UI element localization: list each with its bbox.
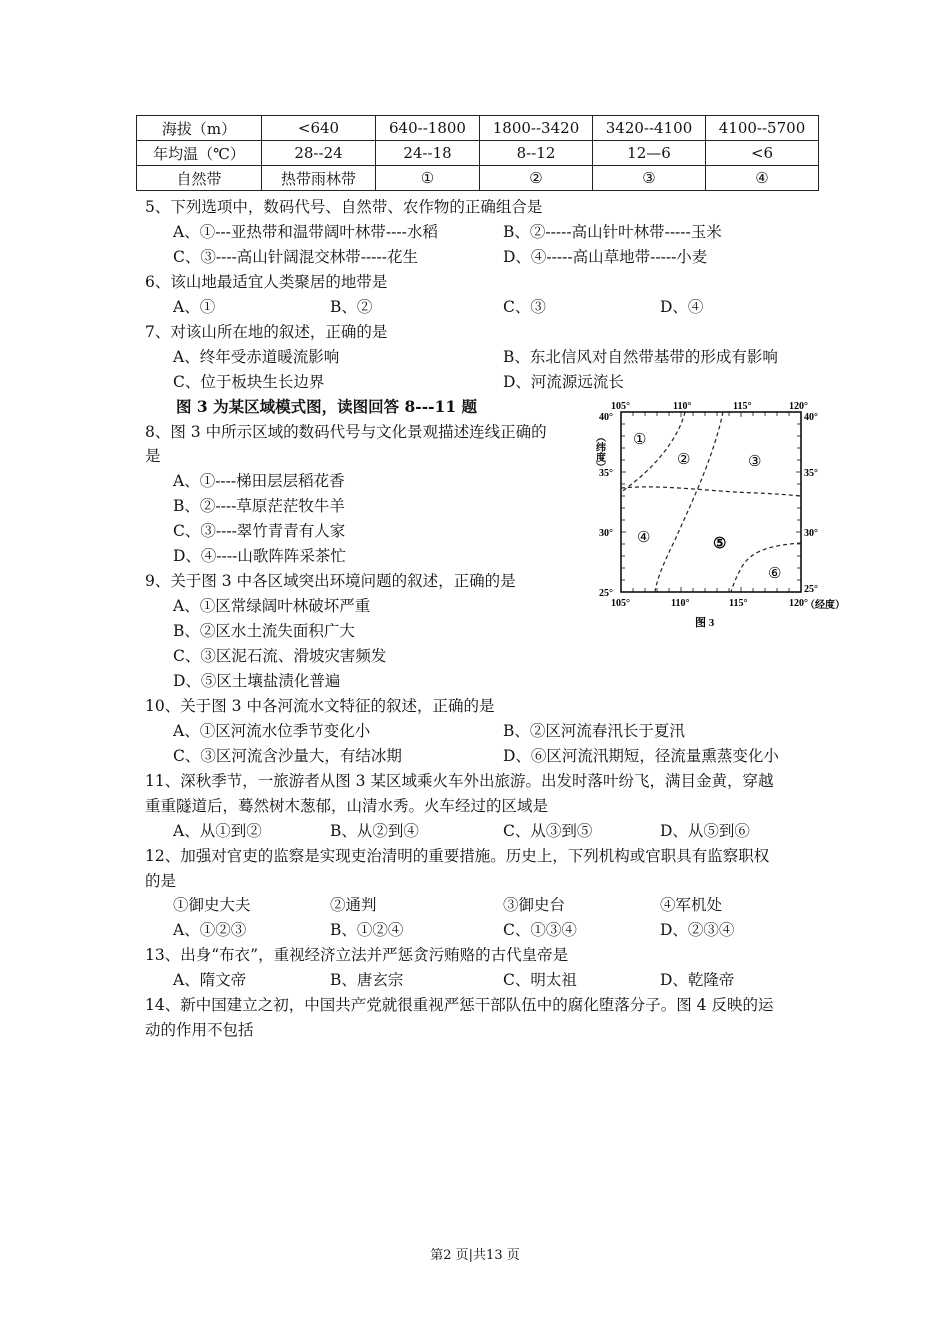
table-cell: ② (480, 166, 593, 191)
lon-label-bottom: 115° (729, 598, 748, 609)
lon-label-top: 105° (611, 401, 630, 412)
text-line: B、唐玄宗 (330, 971, 404, 989)
text-line: ②通判 (330, 896, 377, 914)
table-cell: 年均温（℃） (137, 141, 262, 166)
lat-label-left: 25° (599, 588, 613, 599)
text-line: 是 (145, 447, 161, 465)
text-line: 6、该山地最适宜人类聚居的地带是 (145, 273, 388, 291)
text-line: 图 3 为某区域模式图，读图回答 8---11 题 (176, 397, 478, 416)
text-line: 13、出身“布衣”，重视经济立法并严惩贪污贿赂的古代皇帝是 (145, 946, 569, 964)
text-line: D、④----山歌阵阵采茶忙 (173, 547, 346, 565)
table-cell: 热带雨林带 (262, 166, 376, 191)
text-line: A、①②③ (173, 921, 247, 939)
text-line: 重重隧道后，蓦然树木葱郁，山清水秀。火车经过的区域是 (145, 797, 549, 815)
lat-label-right: 30° (804, 528, 818, 539)
text-line: B、②区水土流失面积广大 (173, 622, 355, 640)
lon-axis-label: （经度） (805, 600, 845, 611)
text-line: 8、图 3 中所示区域的数码代号与文化景观描述连线正确的 (145, 423, 547, 441)
text-line: B、②区河流春汛长于夏汛 (503, 722, 685, 740)
text-line: A、①----梯田层层稻花香 (173, 472, 345, 490)
lat-axis-label: （纬度） (593, 432, 605, 472)
region-label: ② (677, 452, 691, 468)
text-line: A、①区常绿阔叶林破坏严重 (173, 597, 371, 615)
text-line: 12、加强对官吏的监察是实现吏治清明的重要措施。历史上，下列机构或官职具有监察职权 (145, 847, 770, 865)
lon-label-top: 120° (789, 401, 808, 412)
text-line: A、终年受赤道暖流影响 (173, 348, 340, 366)
region-label: ④ (637, 530, 651, 546)
text-line: 的是 (145, 872, 177, 890)
text-line: 11、深秋季节，一旅游者从图 3 某区域乘火车外出旅游。出发时落叶纷飞，满目金黄，穿越 (145, 772, 774, 790)
table-cell: 海拔（m） (137, 116, 262, 141)
table-cell: 28--24 (262, 141, 376, 166)
region-label: ③ (748, 454, 762, 470)
table-cell: ③ (593, 166, 706, 191)
text-line: A、①---亚热带和温带阔叶林带----水稻 (173, 223, 438, 241)
text-line: B、①②④ (330, 921, 404, 939)
table-row (137, 116, 819, 141)
text-line: C、③ (503, 298, 546, 316)
table-cell: 1800--3420 (480, 116, 593, 141)
lat-label-right: 40° (804, 412, 818, 423)
table-cell: ④ (706, 166, 819, 191)
text-line: ④军机处 (660, 896, 723, 914)
text-line: 10、关于图 3 中各河流水文特征的叙述，正确的是 (145, 697, 495, 715)
figure-caption: 图 3 (695, 617, 715, 629)
text-line: C、①③④ (503, 921, 577, 939)
text-line: C、③区泥石流、滑坡灾害频发 (173, 647, 387, 665)
page-footer: 第2 页|共13 页 (430, 1248, 520, 1263)
table-cell: 3420--4100 (593, 116, 706, 141)
region-label: ⑤ (713, 536, 727, 552)
text-line: C、③----高山针阔混交林带-----花生 (173, 248, 418, 266)
table-cell: 4100--5700 (706, 116, 819, 141)
lat-label-left: 40° (599, 412, 613, 423)
lat-label-left: 35° (599, 468, 613, 479)
text-line: ③御史台 (503, 896, 566, 914)
lon-label-bottom: 110° (671, 598, 690, 609)
table-cell: ① (376, 166, 480, 191)
text-line: D、④-----高山草地带-----小麦 (503, 248, 708, 266)
text-line: C、明太祖 (503, 971, 577, 989)
text-line: D、②③④ (660, 921, 735, 939)
lon-label-bottom: 105° (611, 598, 630, 609)
region-boundaries (621, 412, 801, 592)
text-line: B、②-----高山针叶林带-----玉米 (503, 223, 722, 241)
lon-label-top: 110° (673, 401, 692, 412)
table-row (137, 166, 819, 191)
map-ticks (621, 412, 801, 592)
text-line: C、③区河流含沙量大，有结冰期 (173, 747, 402, 765)
table-cell: 自然带 (137, 166, 262, 191)
lat-label-right: 25° (804, 584, 818, 595)
text-line: A、① (173, 298, 216, 316)
text-line: A、隋文帝 (173, 971, 247, 989)
text-line: C、位于板块生长边界 (173, 373, 325, 391)
table-row (137, 141, 819, 166)
text-line: A、从①到② (173, 822, 262, 840)
text-line: B、从②到④ (330, 822, 419, 840)
table-cell: 640--1800 (376, 116, 480, 141)
text-line: C、从③到⑤ (503, 822, 593, 840)
text-line: B、② (330, 298, 373, 316)
map-frame (621, 412, 801, 592)
text-line: 7、对该山所在地的叙述，正确的是 (145, 323, 388, 341)
figure-3-map (593, 400, 845, 630)
lon-label-bottom: 120° (789, 598, 808, 609)
lat-label-left: 30° (599, 528, 613, 539)
text-line: D、⑥区河流汛期短，径流量熏蒸变化小 (503, 747, 779, 765)
text-line: D、④ (660, 298, 704, 316)
altitude-table (136, 115, 819, 191)
lat-label-right: 35° (804, 468, 818, 479)
table-cell: 12—6 (593, 141, 706, 166)
table-cell: 8--12 (480, 141, 593, 166)
text-line: D、乾隆帝 (660, 971, 735, 989)
text-line: A、①区河流水位季节变化小 (173, 722, 371, 740)
text-line: B、东北信风对自然带基带的形成有影响 (503, 348, 778, 366)
text-line: D、河流源远流长 (503, 373, 624, 391)
text-line: B、②----草原茫茫牧牛羊 (173, 497, 345, 515)
text-line: 9、关于图 3 中各区域突出环境问题的叙述，正确的是 (145, 572, 516, 590)
text-line: ①御史大夫 (173, 896, 251, 914)
table-cell: <640 (262, 116, 376, 141)
region-label: ⑥ (768, 566, 782, 582)
region-label: ① (633, 432, 647, 448)
lon-label-top: 115° (733, 401, 752, 412)
text-line: D、⑤区土壤盐渍化普遍 (173, 672, 341, 690)
text-line: 14、新中国建立之初，中国共产党就很重视严惩干部队伍中的腐化堕落分子。图 4 反映的运 (145, 996, 774, 1014)
text-line: D、从⑤到⑥ (660, 822, 750, 840)
text-line: 动的作用不包括 (145, 1021, 254, 1039)
table-cell: 24--18 (376, 141, 480, 166)
text-line: 5、下列选项中，数码代号、自然带、农作物的正确组合是 (145, 198, 543, 216)
text-line: C、③----翠竹青青有人家 (173, 522, 346, 540)
table-cell: <6 (706, 141, 819, 166)
